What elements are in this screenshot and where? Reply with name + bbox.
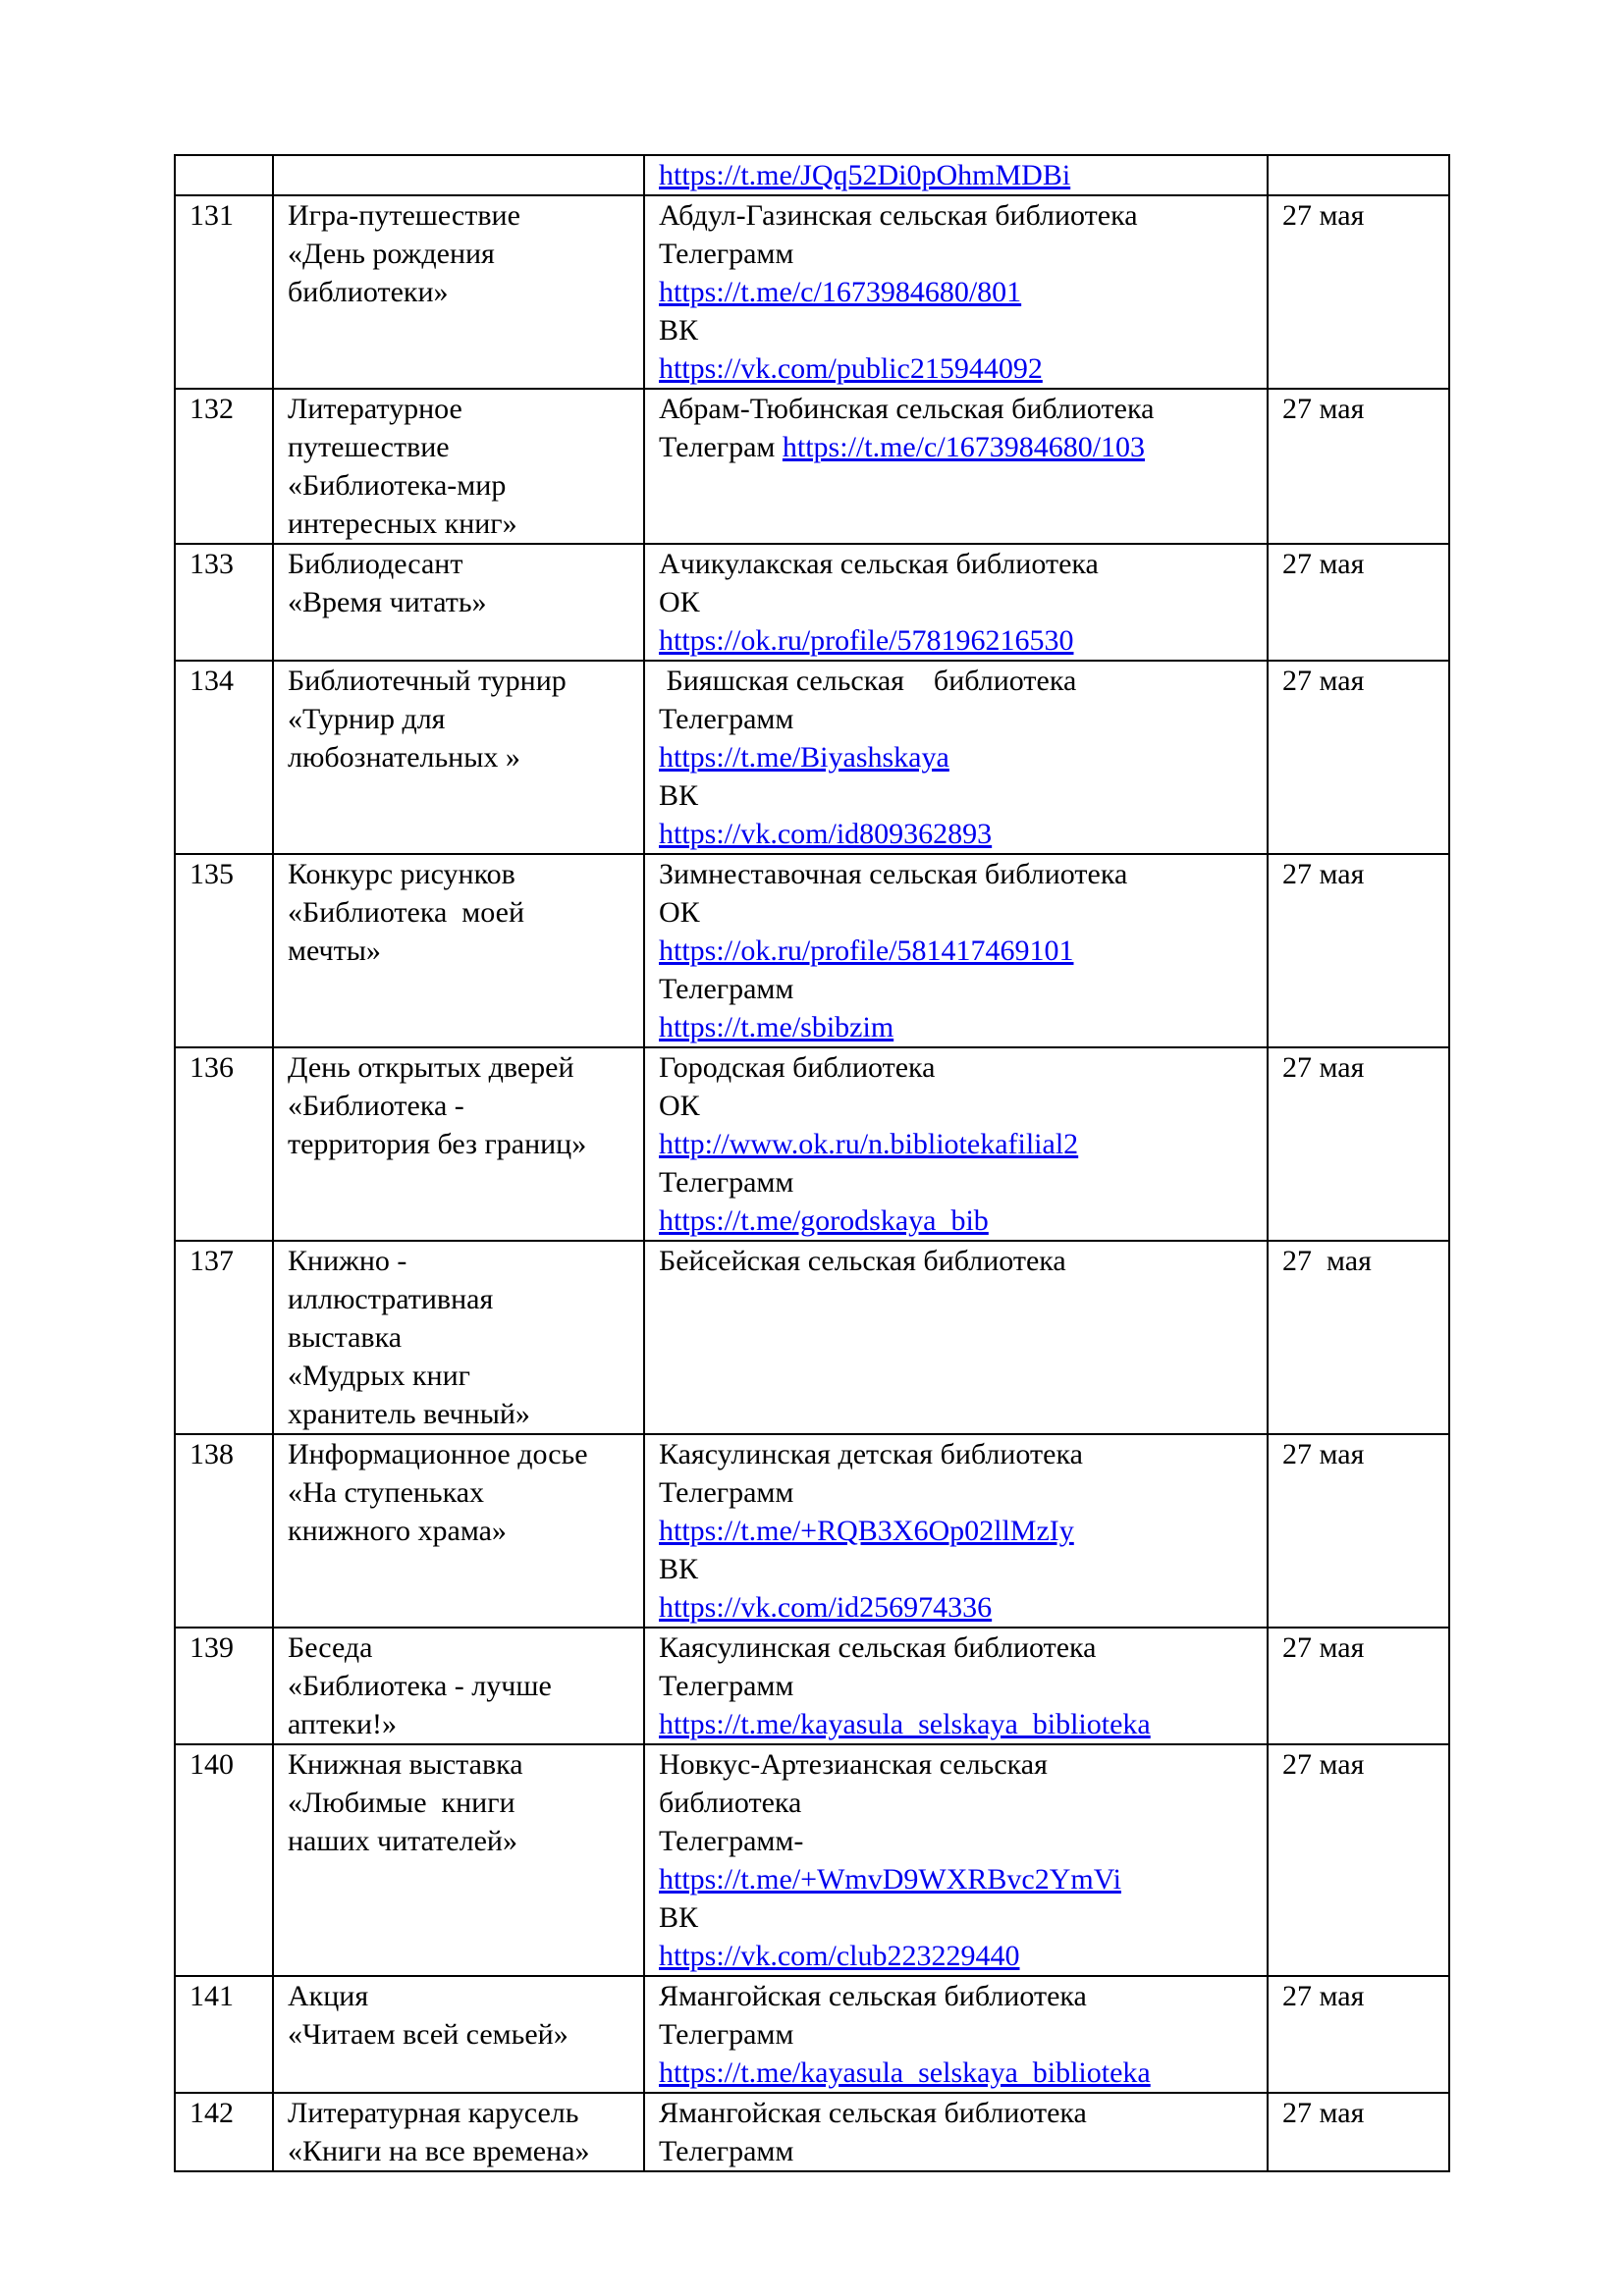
venue-text-line: ОК [659, 586, 700, 618]
social-link[interactable]: https://t.me/gorodskaya_bib [659, 1204, 989, 1237]
event-title-line: «Любимые книги [288, 1787, 515, 1819]
event-date-cell [1268, 544, 1449, 661]
table-row [175, 1628, 1449, 1744]
event-title-line: День открытых дверей [288, 1051, 574, 1084]
row-number-cell: 142 [175, 2093, 273, 2171]
venue-text-line: Телеграмм [659, 1670, 794, 1702]
social-link[interactable]: https://t.me/Biyashskaya [659, 741, 949, 774]
venue-link-line [659, 1512, 1253, 1550]
row-number-cell: 132 [175, 389, 273, 544]
event-title-line: любознательных » [288, 741, 520, 774]
event-title-cell [273, 195, 644, 389]
event-date-cell [1268, 1628, 1449, 1744]
event-title-cell [273, 1976, 644, 2093]
event-date-cell [1268, 1241, 1449, 1434]
event-title-cell [273, 1047, 644, 1241]
venue-link-line [659, 621, 1253, 660]
event-title-line: Информационное досье [288, 1438, 588, 1470]
venue-text-line: Новкус-Артезианская сельская [659, 1748, 1048, 1781]
venue-text-line: Телеграмм [659, 973, 794, 1005]
event-title-line: аптеки!» [288, 1708, 398, 1740]
event-date-cell [1268, 1744, 1449, 1976]
venue-text-line: Каясулинская детская библиотека [659, 1438, 1083, 1470]
venue-text-line: Телеграмм- [659, 1825, 804, 1857]
event-date: 27 мая [1282, 393, 1365, 425]
event-title-cell [273, 1434, 644, 1628]
venue-cell [644, 1047, 1268, 1241]
event-title-cell [273, 389, 644, 544]
table-row [175, 661, 1449, 854]
event-title-line: Игра-путешествие [288, 199, 520, 232]
event-title-line: «Читаем всей семьей» [288, 2018, 568, 2051]
row-number-cell: 138 [175, 1434, 273, 1628]
table-row [175, 1241, 1449, 1434]
venue-text-line: Зимнеставочная сельская библиотека [659, 858, 1128, 890]
venue-cell [644, 544, 1268, 661]
event-date-cell [1268, 389, 1449, 544]
venue-text-line: ОК [659, 1090, 700, 1122]
event-title-cell [273, 1241, 644, 1434]
venue-cell [644, 854, 1268, 1047]
venue-cell [644, 389, 1268, 544]
event-title-cell [273, 155, 644, 195]
event-title-line: «Мудрых книг [288, 1360, 470, 1392]
venue-link-line [659, 1705, 1253, 1743]
venue-mixed-line [659, 428, 1253, 466]
event-title-line: мечты» [288, 934, 381, 967]
venue-text-line: Ямангойская сельская библиотека [659, 1980, 1087, 2012]
venue-link-line [659, 815, 1253, 853]
event-title-line: иллюстративная [288, 1283, 494, 1315]
social-link[interactable]: https://ok.ru/profile/581417469101 [659, 934, 1074, 967]
event-title-line: наших читателей» [288, 1825, 517, 1857]
event-title-line: территория без границ» [288, 1128, 587, 1160]
event-date-cell [1268, 2093, 1449, 2171]
table-row [175, 1976, 1449, 2093]
row-number-cell: 140 [175, 1744, 273, 1976]
event-date-cell [1268, 155, 1449, 195]
venue-link-line [659, 738, 1253, 776]
venue-link-line [659, 1125, 1253, 1163]
social-link[interactable]: https://t.me/c/1673984680/103 [782, 431, 1146, 463]
venue-cell [644, 1434, 1268, 1628]
social-link[interactable]: https://t.me/kayasula_selskaya_biblioteka [659, 1708, 1151, 1740]
event-title-cell [273, 1628, 644, 1744]
events-table [174, 154, 1450, 2172]
table-row [175, 195, 1449, 389]
event-title-line: Книжно - [288, 1245, 407, 1277]
social-link[interactable]: https://vk.com/id256974336 [659, 1591, 993, 1624]
event-title-line: Акция [288, 1980, 369, 2012]
venue-cell [644, 1628, 1268, 1744]
event-date-cell [1268, 1976, 1449, 2093]
event-title-line: книжного храма» [288, 1515, 507, 1547]
venue-text-line: Телеграмм [659, 2018, 794, 2051]
event-date: 27 мая [1282, 199, 1365, 232]
venue-platform-label: Телеграм [659, 431, 783, 463]
row-number-cell: 137 [175, 1241, 273, 1434]
event-title-cell [273, 661, 644, 854]
event-title-line: Библиодесант [288, 548, 463, 580]
venue-cell [644, 2093, 1268, 2171]
table-row [175, 155, 1449, 195]
social-link[interactable]: https://t.me/kayasula_selskaya_biblioteka [659, 2056, 1151, 2089]
event-date-cell [1268, 661, 1449, 854]
social-link[interactable]: https://t.me/JQq52Di0pOhmMDBi [659, 159, 1071, 191]
event-title-line: Литературная карусель [288, 2097, 579, 2129]
event-date-cell [1268, 854, 1449, 1047]
venue-link-line [659, 273, 1253, 311]
row-number-cell [175, 155, 273, 195]
social-link[interactable]: https://vk.com/club223229440 [659, 1940, 1020, 1972]
venue-cell [644, 195, 1268, 389]
venue-link-line [659, 2054, 1253, 2092]
table-row [175, 389, 1449, 544]
row-number-cell: 131 [175, 195, 273, 389]
event-date-cell [1268, 1047, 1449, 1241]
social-link[interactable]: https://t.me/c/1673984680/801 [659, 276, 1022, 308]
table-row [175, 1744, 1449, 1976]
venue-text-line: Телеграмм [659, 238, 794, 270]
event-title-line: «Библиотека - лучше [288, 1670, 552, 1702]
row-number-cell: 133 [175, 544, 273, 661]
venue-text-line: Абдул-Газинская сельская библиотека [659, 199, 1138, 232]
venue-link-line [659, 1588, 1253, 1627]
row-number-cell: 141 [175, 1976, 273, 2093]
row-number-cell: 134 [175, 661, 273, 854]
event-date-cell [1268, 1434, 1449, 1628]
table-row [175, 1047, 1449, 1241]
venue-text-line: библиотека [659, 1787, 802, 1819]
event-date: 27 мая [1282, 1980, 1365, 2012]
event-title-line: «Библиотека-мир [288, 469, 507, 502]
social-link[interactable]: http://www.ok.ru/n.bibliotekafilial2 [659, 1128, 1079, 1160]
venue-text-line: Телеграмм [659, 703, 794, 735]
social-link[interactable]: https://t.me/+RQB3X6Op02llMzIy [659, 1515, 1074, 1547]
event-date: 27 мая [1282, 665, 1365, 697]
venue-text-line: Каясулинская сельская библиотека [659, 1631, 1097, 1664]
event-date: 27 мая [1282, 1438, 1365, 1470]
table-row [175, 854, 1449, 1047]
social-link[interactable]: https://t.me/sbibzim [659, 1011, 894, 1043]
event-title-line: интересных книг» [288, 507, 517, 540]
venue-text-line: ВК [659, 314, 699, 347]
social-link[interactable]: https://ok.ru/profile/578196216530 [659, 624, 1074, 657]
venue-text-line: Ямангойская сельская библиотека [659, 2097, 1087, 2129]
row-number-cell: 139 [175, 1628, 273, 1744]
venue-text-line: Городская библиотека [659, 1051, 936, 1084]
venue-text-line: ВК [659, 779, 699, 812]
venue-text-line: Бейсейская сельская библиотека [659, 1245, 1066, 1277]
venue-cell [644, 155, 1268, 195]
event-title-line: хранитель вечный» [288, 1398, 530, 1430]
event-date: 27 мая [1282, 1245, 1372, 1277]
event-title-line: Беседа [288, 1631, 373, 1664]
event-title-line: «Турнир для [288, 703, 446, 735]
social-link[interactable]: https://vk.com/public215944092 [659, 352, 1043, 385]
event-date: 27 мая [1282, 2097, 1365, 2129]
table-row [175, 1434, 1449, 1628]
event-date: 27 мая [1282, 1748, 1365, 1781]
event-date: 27 мая [1282, 1051, 1365, 1084]
event-title-line: библиотеки» [288, 276, 449, 308]
venue-link-line [659, 932, 1253, 970]
venue-link-line [659, 1008, 1253, 1046]
venue-text-line: Телеграмм [659, 2135, 794, 2167]
event-title-line: путешествие [288, 431, 450, 463]
event-title-cell [273, 1744, 644, 1976]
event-title-line: «Книги на все времена» [288, 2135, 590, 2167]
venue-link-line [659, 1937, 1253, 1975]
venue-link-line [659, 156, 1253, 194]
venue-text-line: ОК [659, 896, 700, 929]
row-number-cell: 135 [175, 854, 273, 1047]
venue-cell [644, 661, 1268, 854]
venue-text-line: ВК [659, 1901, 699, 1934]
venue-text-line: Ачикулакская сельская библиотека [659, 548, 1099, 580]
event-title-line: «Время читать» [288, 586, 487, 618]
row-number-cell: 136 [175, 1047, 273, 1241]
venue-link-line [659, 349, 1253, 388]
event-title-line: Литературное [288, 393, 462, 425]
event-title-line: «На ступеньках [288, 1476, 485, 1509]
events-table-body [175, 155, 1449, 2171]
venue-cell [644, 1744, 1268, 1976]
event-title-line: «Библиотека - [288, 1090, 464, 1122]
event-date: 27 мая [1282, 858, 1365, 890]
social-link[interactable]: https://t.me/+WmvD9WXRBvc2YmVi [659, 1863, 1121, 1896]
event-title-line: Книжная выставка [288, 1748, 523, 1781]
venue-cell [644, 1241, 1268, 1434]
event-title-cell [273, 544, 644, 661]
event-date-cell [1268, 195, 1449, 389]
event-date: 27 мая [1282, 548, 1365, 580]
event-title-cell [273, 2093, 644, 2171]
venue-text-line: ВК [659, 1553, 699, 1585]
event-date: 27 мая [1282, 1631, 1365, 1664]
venue-link-line [659, 1201, 1253, 1240]
venue-text-line: Телеграмм [659, 1476, 794, 1509]
social-link[interactable]: https://vk.com/id809362893 [659, 818, 993, 850]
venue-text-line: Абрам-Тюбинская сельская библиотека [659, 393, 1155, 425]
event-title-cell [273, 854, 644, 1047]
table-row [175, 2093, 1449, 2171]
venue-text-line: Бияшская сельская библиотека [659, 665, 1077, 697]
table-row [175, 544, 1449, 661]
venue-text-line: Телеграмм [659, 1166, 794, 1199]
event-title-line: Конкурс рисунков [288, 858, 515, 890]
event-title-line: «Библиотека моей [288, 896, 525, 929]
event-title-line: выставка [288, 1321, 403, 1354]
event-title-line: Библиотечный турнир [288, 665, 567, 697]
venue-cell [644, 1976, 1268, 2093]
event-title-line: «День рождения [288, 238, 495, 270]
venue-link-line [659, 1860, 1253, 1898]
